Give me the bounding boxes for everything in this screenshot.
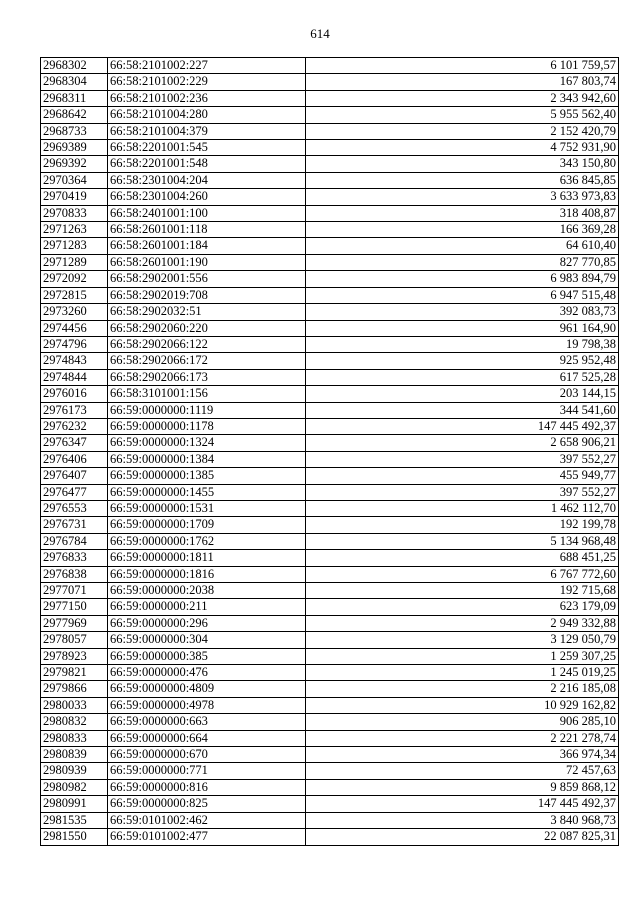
cadastral-number-cell: 66:59:0000000:385 (108, 648, 306, 664)
record-id-cell: 2980982 (41, 779, 108, 795)
amount-cell: 2 949 332,88 (306, 615, 619, 631)
table-row (41, 697, 619, 713)
amount-cell: 166 369,28 (306, 222, 619, 238)
table-row (41, 287, 619, 303)
cadastral-number-cell: 66:59:0000000:4809 (108, 681, 306, 697)
table-row (41, 500, 619, 516)
amount-cell: 2 216 185,08 (306, 681, 619, 697)
record-id-cell: 2972092 (41, 271, 108, 287)
table-row (41, 451, 619, 467)
cadastral-number-cell: 66:59:0000000:1324 (108, 435, 306, 451)
amount-cell: 10 929 162,82 (306, 697, 619, 713)
table-row (41, 369, 619, 385)
record-id-cell: 2980939 (41, 763, 108, 779)
amount-cell: 6 767 772,60 (306, 566, 619, 582)
record-id-cell: 2970364 (41, 172, 108, 188)
amount-cell: 203 144,15 (306, 386, 619, 402)
table-row (41, 484, 619, 500)
record-id-cell: 2980033 (41, 697, 108, 713)
record-id-cell: 2980833 (41, 730, 108, 746)
cadastral-number-cell: 66:58:2201001:545 (108, 140, 306, 156)
table-row (41, 172, 619, 188)
table-row (41, 665, 619, 681)
table-row (41, 336, 619, 352)
cadastral-number-cell: 66:59:0000000:663 (108, 714, 306, 730)
table-row (41, 763, 619, 779)
table-row (41, 779, 619, 795)
amount-cell: 623 179,09 (306, 599, 619, 615)
record-id-cell: 2976407 (41, 468, 108, 484)
record-id-cell: 2974456 (41, 320, 108, 336)
amount-cell: 5 134 968,48 (306, 533, 619, 549)
cadastral-number-cell: 66:58:2101002:236 (108, 90, 306, 106)
record-id-cell: 2972815 (41, 287, 108, 303)
amount-cell: 455 949,77 (306, 468, 619, 484)
amount-cell: 1 259 307,25 (306, 648, 619, 664)
cadastral-number-cell: 66:58:2101004:280 (108, 107, 306, 123)
table-row (41, 517, 619, 533)
cadastral-number-cell: 66:59:0000000:296 (108, 615, 306, 631)
table-row (41, 418, 619, 434)
amount-cell: 961 164,90 (306, 320, 619, 336)
cadastral-number-cell: 66:59:0000000:1531 (108, 500, 306, 516)
cadastral-number-cell: 66:59:0000000:1384 (108, 451, 306, 467)
cadastral-number-cell: 66:58:2201001:548 (108, 156, 306, 172)
table-row (41, 829, 619, 845)
cadastral-number-cell: 66:59:0000000:476 (108, 665, 306, 681)
record-id-cell: 2977969 (41, 615, 108, 631)
registry-table-body (41, 58, 619, 846)
cadastral-number-cell: 66:59:0000000:1811 (108, 550, 306, 566)
record-id-cell: 2981535 (41, 812, 108, 828)
cadastral-number-cell: 66:58:2301004:204 (108, 172, 306, 188)
cadastral-number-cell: 66:58:2902032:51 (108, 304, 306, 320)
record-id-cell: 2973260 (41, 304, 108, 320)
table-row (41, 58, 619, 74)
amount-cell: 827 770,85 (306, 254, 619, 270)
record-id-cell: 2968311 (41, 90, 108, 106)
record-id-cell: 2977150 (41, 599, 108, 615)
amount-cell: 1 462 112,70 (306, 500, 619, 516)
record-id-cell: 2978923 (41, 648, 108, 664)
amount-cell: 397 552,27 (306, 484, 619, 500)
amount-cell: 3 840 968,73 (306, 812, 619, 828)
table-row (41, 566, 619, 582)
cadastral-number-cell: 66:59:0000000:1455 (108, 484, 306, 500)
table-row (41, 648, 619, 664)
amount-cell: 344 541,60 (306, 402, 619, 418)
cadastral-number-cell: 66:58:2902066:122 (108, 336, 306, 352)
table-row (41, 123, 619, 139)
table-row (41, 747, 619, 763)
record-id-cell: 2980991 (41, 796, 108, 812)
cadastral-number-cell: 66:59:0000000:771 (108, 763, 306, 779)
amount-cell: 6 947 515,48 (306, 287, 619, 303)
amount-cell: 192 715,68 (306, 583, 619, 599)
record-id-cell: 2968304 (41, 74, 108, 90)
cadastral-number-cell: 66:59:0101002:477 (108, 829, 306, 845)
amount-cell: 2 343 942,60 (306, 90, 619, 106)
table-row (41, 796, 619, 812)
record-id-cell: 2977071 (41, 583, 108, 599)
record-id-cell: 2980832 (41, 714, 108, 730)
cadastral-number-cell: 66:58:2601001:184 (108, 238, 306, 254)
record-id-cell: 2976553 (41, 500, 108, 516)
amount-cell: 192 199,78 (306, 517, 619, 533)
table-row (41, 189, 619, 205)
cadastral-number-cell: 66:58:2601001:190 (108, 254, 306, 270)
table-row (41, 320, 619, 336)
record-id-cell: 2970419 (41, 189, 108, 205)
table-row (41, 304, 619, 320)
amount-cell: 5 955 562,40 (306, 107, 619, 123)
cadastral-number-cell: 66:59:0000000:211 (108, 599, 306, 615)
record-id-cell: 2978057 (41, 632, 108, 648)
cadastral-number-cell: 66:59:0101002:462 (108, 812, 306, 828)
amount-cell: 392 083,73 (306, 304, 619, 320)
record-id-cell: 2976406 (41, 451, 108, 467)
record-id-cell: 2976731 (41, 517, 108, 533)
record-id-cell: 2976833 (41, 550, 108, 566)
table-row (41, 402, 619, 418)
cadastral-number-cell: 66:59:0000000:304 (108, 632, 306, 648)
amount-cell: 4 752 931,90 (306, 140, 619, 156)
record-id-cell: 2974843 (41, 353, 108, 369)
record-id-cell: 2974844 (41, 369, 108, 385)
table-row (41, 271, 619, 287)
amount-cell: 147 445 492,37 (306, 418, 619, 434)
cadastral-number-cell: 66:58:2902060:220 (108, 320, 306, 336)
cadastral-number-cell: 66:58:2101004:379 (108, 123, 306, 139)
record-id-cell: 2976477 (41, 484, 108, 500)
table-row (41, 435, 619, 451)
cadastral-number-cell: 66:58:2301004:260 (108, 189, 306, 205)
record-id-cell: 2976784 (41, 533, 108, 549)
cadastral-number-cell: 66:59:0000000:1385 (108, 468, 306, 484)
record-id-cell: 2980839 (41, 747, 108, 763)
amount-cell: 6 983 894,79 (306, 271, 619, 287)
table-row (41, 238, 619, 254)
record-id-cell: 2970833 (41, 205, 108, 221)
cadastral-number-cell: 66:59:0000000:825 (108, 796, 306, 812)
table-row (41, 714, 619, 730)
table-row (41, 140, 619, 156)
record-id-cell: 2976173 (41, 402, 108, 418)
amount-cell: 617 525,28 (306, 369, 619, 385)
amount-cell: 318 408,87 (306, 205, 619, 221)
cadastral-number-cell: 66:59:0000000:664 (108, 730, 306, 746)
table-row (41, 254, 619, 270)
record-id-cell: 2976347 (41, 435, 108, 451)
amount-cell: 3 633 973,83 (306, 189, 619, 205)
amount-cell: 636 845,85 (306, 172, 619, 188)
table-row (41, 205, 619, 221)
record-id-cell: 2974796 (41, 336, 108, 352)
record-id-cell: 2968642 (41, 107, 108, 123)
table-row (41, 632, 619, 648)
cadastral-number-cell: 66:59:0000000:1178 (108, 418, 306, 434)
record-id-cell: 2969392 (41, 156, 108, 172)
table-row (41, 730, 619, 746)
table-row (41, 583, 619, 599)
amount-cell: 2 658 906,21 (306, 435, 619, 451)
amount-cell: 688 451,25 (306, 550, 619, 566)
cadastral-number-cell: 66:59:0000000:1119 (108, 402, 306, 418)
table-row (41, 615, 619, 631)
table-row (41, 107, 619, 123)
cadastral-number-cell: 66:59:0000000:816 (108, 779, 306, 795)
table-row (41, 812, 619, 828)
amount-cell: 6 101 759,57 (306, 58, 619, 74)
table-row (41, 468, 619, 484)
record-id-cell: 2969389 (41, 140, 108, 156)
registry-table (40, 57, 619, 846)
record-id-cell: 2971283 (41, 238, 108, 254)
table-row (41, 550, 619, 566)
record-id-cell: 2979821 (41, 665, 108, 681)
record-id-cell: 2968302 (41, 58, 108, 74)
cadastral-number-cell: 66:59:0000000:1709 (108, 517, 306, 533)
amount-cell: 366 974,34 (306, 747, 619, 763)
amount-cell: 397 552,27 (306, 451, 619, 467)
cadastral-number-cell: 66:58:2902001:556 (108, 271, 306, 287)
record-id-cell: 2971289 (41, 254, 108, 270)
amount-cell: 167 803,74 (306, 74, 619, 90)
table-row (41, 90, 619, 106)
cadastral-number-cell: 66:59:0000000:1762 (108, 533, 306, 549)
cadastral-number-cell: 66:58:2101002:227 (108, 58, 306, 74)
cadastral-number-cell: 66:58:3101001:156 (108, 386, 306, 402)
cadastral-number-cell: 66:58:2401001:100 (108, 205, 306, 221)
amount-cell: 906 285,10 (306, 714, 619, 730)
cadastral-number-cell: 66:59:0000000:2038 (108, 583, 306, 599)
cadastral-number-cell: 66:58:2101002:229 (108, 74, 306, 90)
table-row (41, 533, 619, 549)
table-row (41, 353, 619, 369)
record-id-cell: 2979866 (41, 681, 108, 697)
amount-cell: 2 152 420,79 (306, 123, 619, 139)
amount-cell: 925 952,48 (306, 353, 619, 369)
record-id-cell: 2968733 (41, 123, 108, 139)
amount-cell: 72 457,63 (306, 763, 619, 779)
table-row (41, 386, 619, 402)
table-row (41, 222, 619, 238)
cadastral-number-cell: 66:59:0000000:4978 (108, 697, 306, 713)
amount-cell: 147 445 492,37 (306, 796, 619, 812)
table-row (41, 599, 619, 615)
cadastral-number-cell: 66:58:2601001:118 (108, 222, 306, 238)
table-row (41, 74, 619, 90)
cadastral-number-cell: 66:58:2902066:173 (108, 369, 306, 385)
cadastral-number-cell: 66:58:2902066:172 (108, 353, 306, 369)
table-row (41, 681, 619, 697)
cadastral-number-cell: 66:58:2902019:708 (108, 287, 306, 303)
table-row (41, 156, 619, 172)
amount-cell: 19 798,38 (306, 336, 619, 352)
record-id-cell: 2981550 (41, 829, 108, 845)
amount-cell: 22 087 825,31 (306, 829, 619, 845)
cadastral-number-cell: 66:59:0000000:1816 (108, 566, 306, 582)
record-id-cell: 2976016 (41, 386, 108, 402)
amount-cell: 9 859 868,12 (306, 779, 619, 795)
amount-cell: 1 245 019,25 (306, 665, 619, 681)
record-id-cell: 2976838 (41, 566, 108, 582)
record-id-cell: 2971263 (41, 222, 108, 238)
amount-cell: 2 221 278,74 (306, 730, 619, 746)
amount-cell: 3 129 050,79 (306, 632, 619, 648)
amount-cell: 343 150,80 (306, 156, 619, 172)
page-number: 614 (310, 26, 330, 41)
amount-cell: 64 610,40 (306, 238, 619, 254)
record-id-cell: 2976232 (41, 418, 108, 434)
cadastral-number-cell: 66:59:0000000:670 (108, 747, 306, 763)
